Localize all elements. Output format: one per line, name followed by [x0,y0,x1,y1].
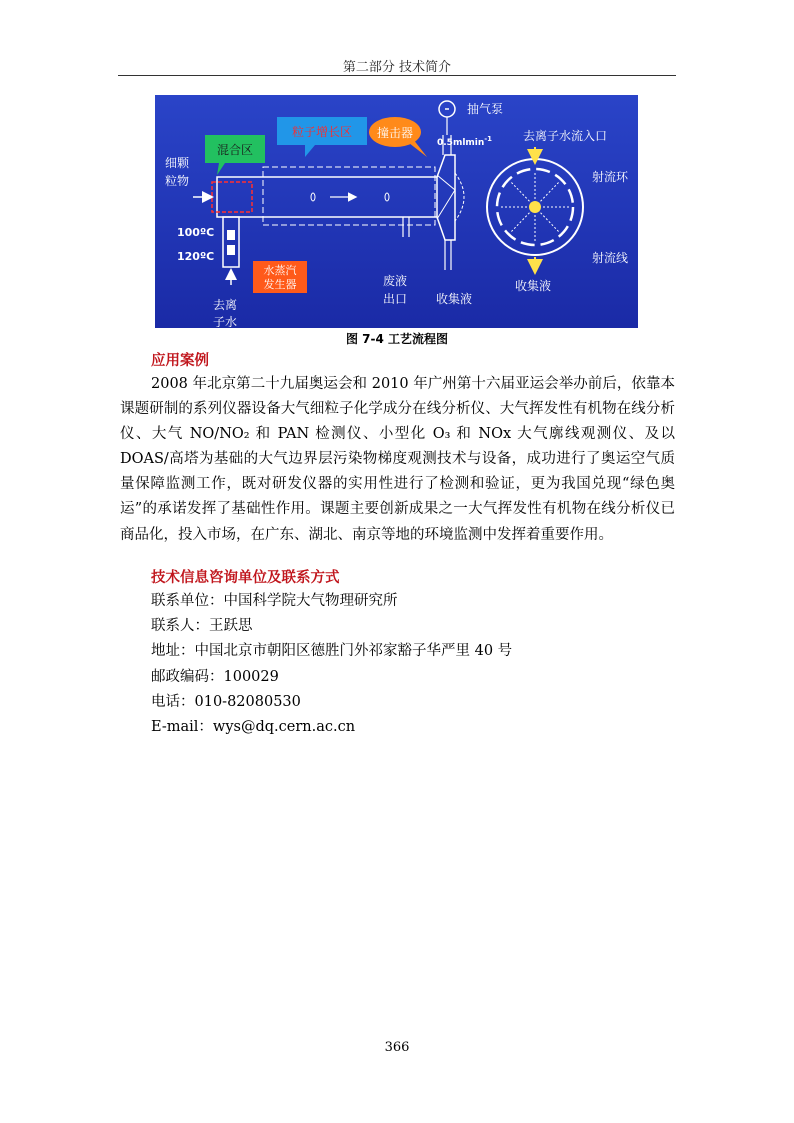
svg-text:粒子增长区: 粒子增长区 [291,125,353,139]
svg-text:发生器: 发生器 [263,278,297,291]
label-pump: 抽气泵 [467,102,504,116]
contact-email[interactable]: E-mail：wys@dq.cern.ac.cn [151,719,356,736]
section-title-application: 应用案例 [151,353,209,369]
label-deion-water-2: 子水 [213,315,238,328]
label-jet-ring: 射流环 [592,170,629,184]
contact-postcode: 邮政编码：100029 [151,668,279,685]
label-deionized-inlet: 去离子水流入口 [523,129,608,143]
label-fine-particles-1: 细颗 [165,156,190,170]
contact-phone: 电话：010-82080530 [151,693,301,710]
label-waste-2: 出口 [383,292,408,306]
page-number: 366 [384,1040,410,1055]
label-temp-100: 100ºC [177,226,215,239]
label-jet-line: 射流线 [592,251,629,265]
svg-text:混合区: 混合区 [216,143,254,157]
page-header: 第二部分 技术简介 [342,60,452,75]
svg-text:水蒸汽: 水蒸汽 [263,264,297,277]
contact-person: 联系人：王跃思 [151,618,253,635]
label-collect-left: 收集液 [436,292,473,306]
contact-block [151,589,512,740]
contact-address: 地址：中国北京市朝阳区德胜门外祁家豁子华严里 40 号 [151,643,513,660]
steam-generator-label [253,261,307,293]
label-flow-rate: 0.5mlmin$^{-1}$ [437,135,493,148]
svg-text:撞击器: 撞击器 [376,126,414,140]
section-title-contact: 技术信息咨询单位及联系方式 [151,570,340,586]
application-paragraph: 2008 年北京第二十九届奥运会和 2010 年广州第十六届亚运会举办前后，依靠本课题研制的系列仪器设备大气细粒子化学成分在线分析仪、大气挥发性有机物在线分析仪、大气 NO/NO₂ 和 PAN 检测仪、小型化 O₃ 和 NOx 大气廓线观测仪、及以 DOAS/高塔为基础的大气边界层污染物梯度观测技术与设备，成功进行了奥运空气质量保障监测工作，既对研发仪器的实用性进行了检测和验证，更为我国兑现“绿色奥运”的承诺发挥了基础性作用。课题主要创新成果之一大气挥发性有机物在线分析仪已商品化，投入市场，在广东、湖北、南京等地的环境监测中发挥着重要作用。 [120,376,675,543]
label-fine-particles-2: 粒物 [165,174,190,188]
application-body [120,372,675,548]
label-collect-right: 收集液 [515,279,552,293]
contact-unit: 联系单位：中国科学院大气物理研究所 [151,593,398,609]
label-deion-water-1: 去离 [213,298,238,312]
figure-caption: 图 7-4 工艺流程图 [345,332,449,346]
label-waste-1: 废液 [383,274,408,288]
header-rule [118,75,676,76]
process-flow-diagram [155,95,638,328]
label-temp-120: 120ºC [177,250,215,263]
